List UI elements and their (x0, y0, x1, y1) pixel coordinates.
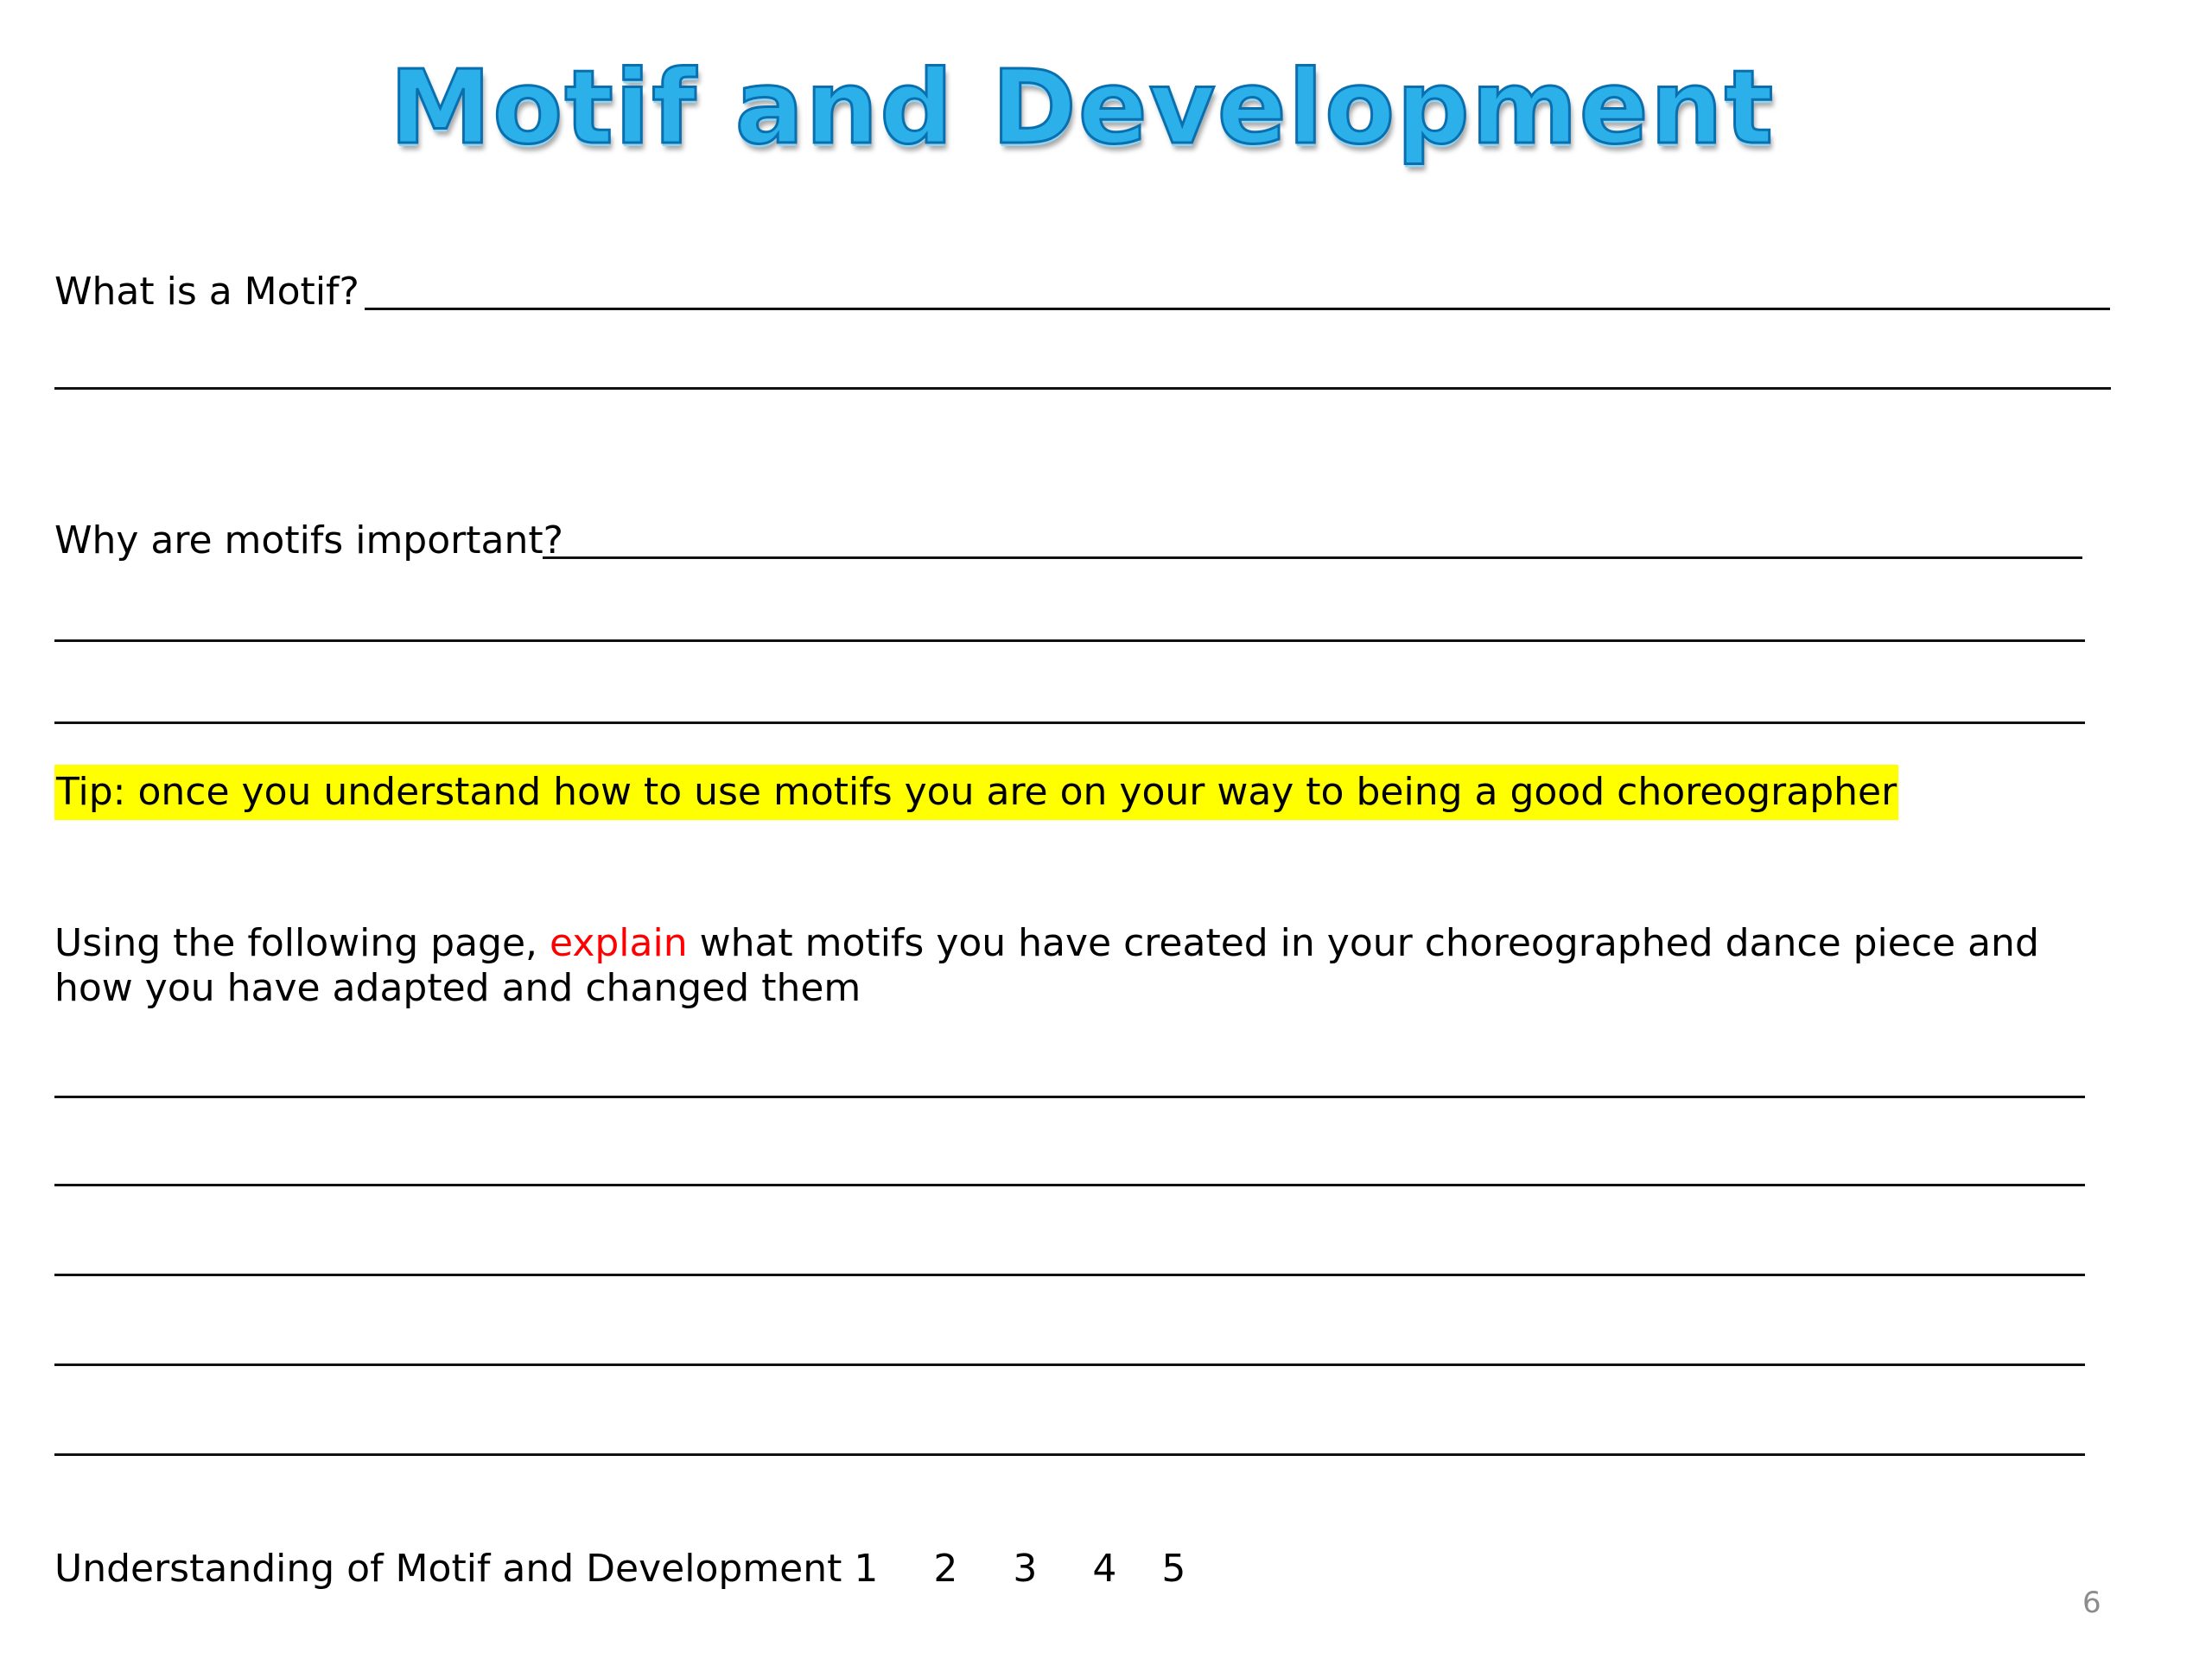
instruction-keyword: explain (550, 921, 688, 965)
instruction-lead: Using the following page, (54, 921, 550, 965)
answer-line[interactable] (54, 1274, 2085, 1276)
rating-label: Understanding of Motif and Development (54, 1547, 842, 1591)
question-why-motifs-important: Why are motifs important? (54, 518, 563, 563)
question-what-is-motif: What is a Motif? (54, 270, 359, 314)
answer-line[interactable] (54, 387, 2111, 390)
rating-option-2[interactable]: 2 (933, 1547, 958, 1591)
answer-line[interactable] (54, 1363, 2085, 1366)
page-number: 6 (2082, 1586, 2101, 1620)
instruction-text (54, 921, 2094, 1011)
answer-line[interactable] (54, 1453, 2085, 1456)
rating-option-5[interactable]: 5 (1161, 1547, 1186, 1591)
answer-line[interactable] (54, 1184, 2085, 1186)
answer-line[interactable] (365, 308, 2110, 310)
tip-highlight: Tip: once you understand how to use motifs you are on your way to being a good choreographer (54, 765, 1898, 820)
answer-line[interactable] (54, 639, 2085, 642)
understanding-rating (54, 1547, 1241, 1592)
instruction-rest: what motifs you have created in your choreographed dance piece and how you have adapted and changed them (54, 921, 2039, 1010)
answer-line[interactable] (54, 1096, 2085, 1098)
rating-option-3[interactable]: 3 (1013, 1547, 1038, 1591)
answer-line[interactable] (543, 556, 2082, 559)
page-title: Motif and Development (389, 48, 1776, 167)
answer-line[interactable] (54, 721, 2085, 724)
rating-option-4[interactable]: 4 (1092, 1547, 1117, 1591)
rating-option-1[interactable]: 1 (854, 1547, 879, 1591)
